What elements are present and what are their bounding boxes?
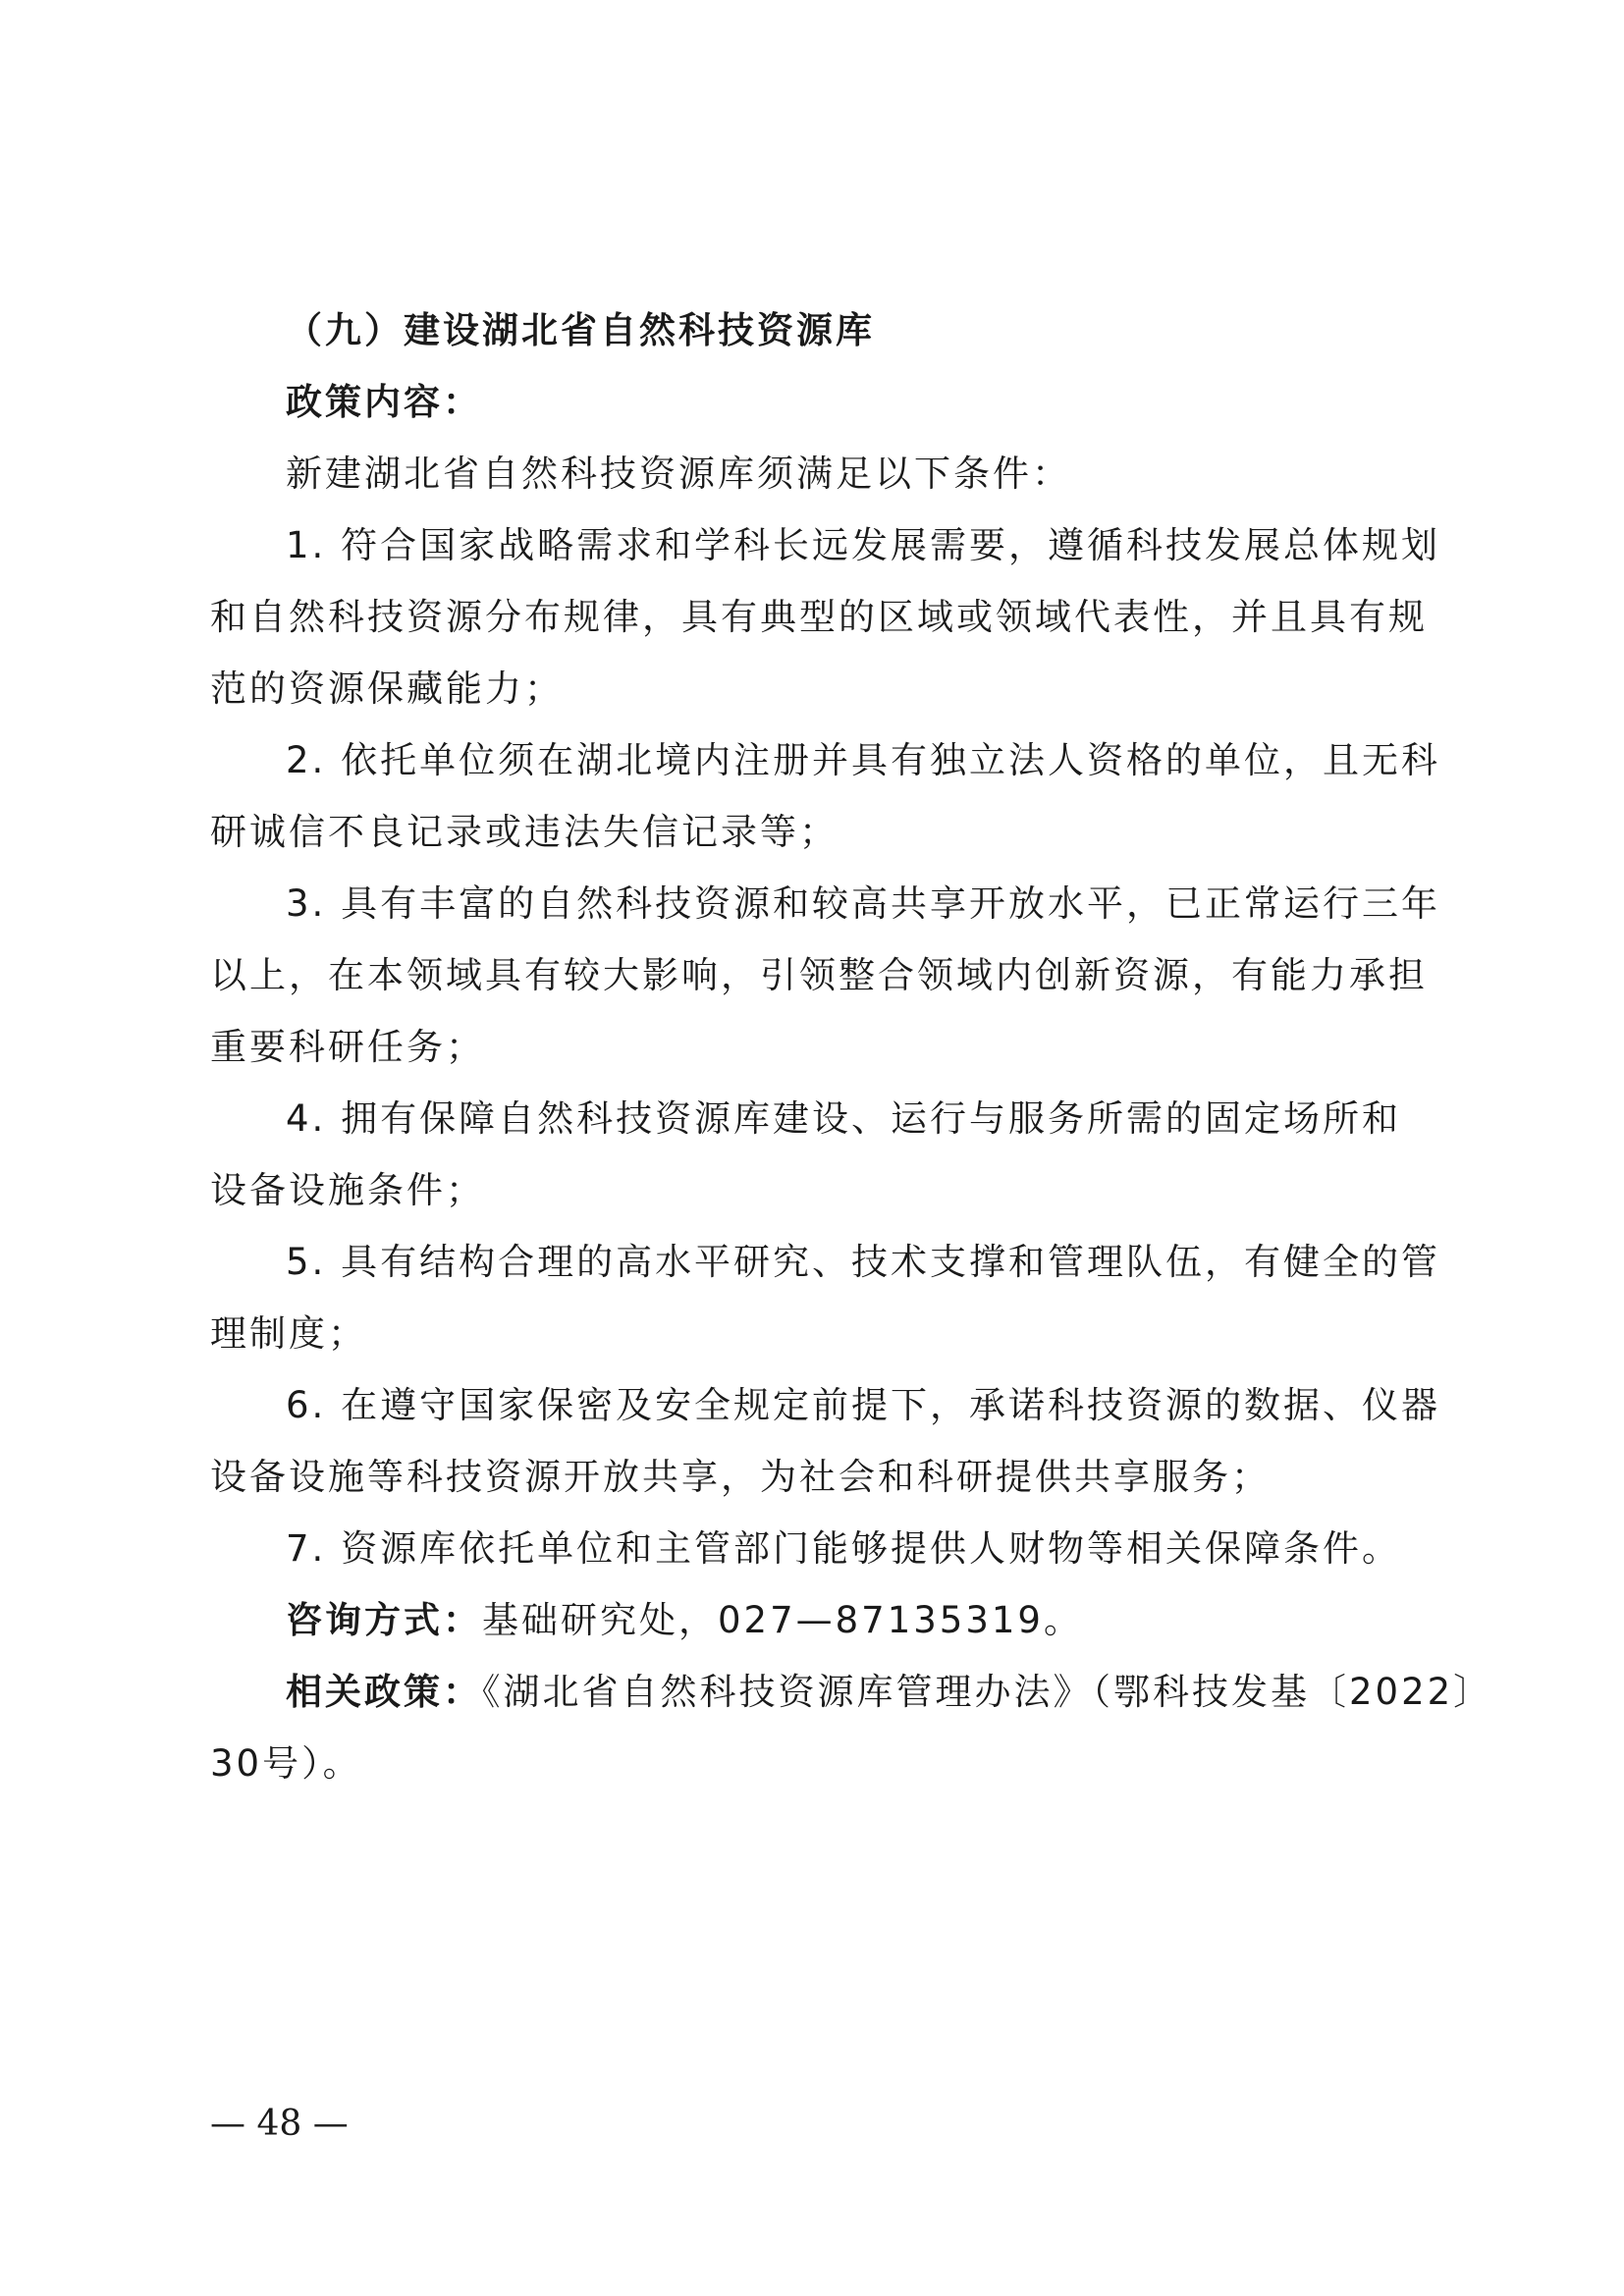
document-body [210,294,1493,1799]
condition-line: 设备设施条件； [210,1169,485,1211]
condition-line: 3. 具有丰富的自然科技资源和较高共享开放水平，已正常运行三年 [286,882,1441,925]
consult-text: 基础研究处，027—87135319。 [482,1599,1083,1641]
condition-item-4 [210,1083,1414,1226]
condition-line: 1. 符合国家战略需求和学科长远发展需要，遵循科技发展总体规划 [286,524,1441,566]
condition-line: 以上，在本领域具有较大影响，引领整合领域内创新资源，有能力承担 [210,954,1428,996]
related-line [210,1656,1493,1728]
condition-item-5 [210,1226,1441,1369]
condition-line: 2. 依托单位须在湖北境内注册并具有独立法人资格的单位，且无科 [286,739,1441,781]
related-text: 《湖北省自然科技资源库管理办法》（鄂科技发基〔2022〕 [482,1671,1493,1713]
consult-label: 咨询方式： [286,1599,482,1641]
consult-paragraph [210,1584,1414,1656]
policy-label: 政策内容： [286,381,482,423]
condition-line: 6. 在遵守国家保密及安全规定前提下，承诺科技资源的数据、仪器 [286,1384,1441,1426]
condition-line: 设备设施等科技资源开放共享，为社会和科研提供共享服务； [210,1456,1271,1498]
condition-line: 研诚信不良记录或违法失信记录等； [210,811,839,853]
condition-line: 和自然科技资源分布规律，具有典型的区域或领域代表性，并且具有规 [210,596,1428,638]
condition-line: 重要科研任务； [210,1026,485,1068]
condition-line: 4. 拥有保障自然科技资源库建设、运行与服务所需的固定场所和 [286,1097,1402,1140]
condition-item-2 [210,724,1441,868]
condition-item-7 [210,1513,1414,1584]
condition-line: 范的资源保藏能力； [210,667,564,710]
intro-paragraph: 新建湖北省自然科技资源库须满足以下条件： [286,453,1071,495]
condition-item-1 [210,509,1441,724]
condition-item-3 [210,868,1441,1083]
page-number: — 48 — [210,2104,349,2144]
condition-item-6 [210,1369,1441,1513]
condition-line: 理制度； [210,1312,367,1355]
related-policy-paragraph [210,1656,1493,1799]
related-label: 相关政策： [286,1671,482,1713]
related-line: 30号）。 [210,1742,362,1785]
condition-line: 7. 资源库依托单位和主管部门能够提供人财物等相关保障条件。 [286,1527,1402,1570]
condition-line: 5. 具有结构合理的高水平研究、技术支撑和管理队伍，有健全的管 [286,1241,1441,1283]
section-title: （九）建设湖北省自然科技资源库 [286,309,875,351]
